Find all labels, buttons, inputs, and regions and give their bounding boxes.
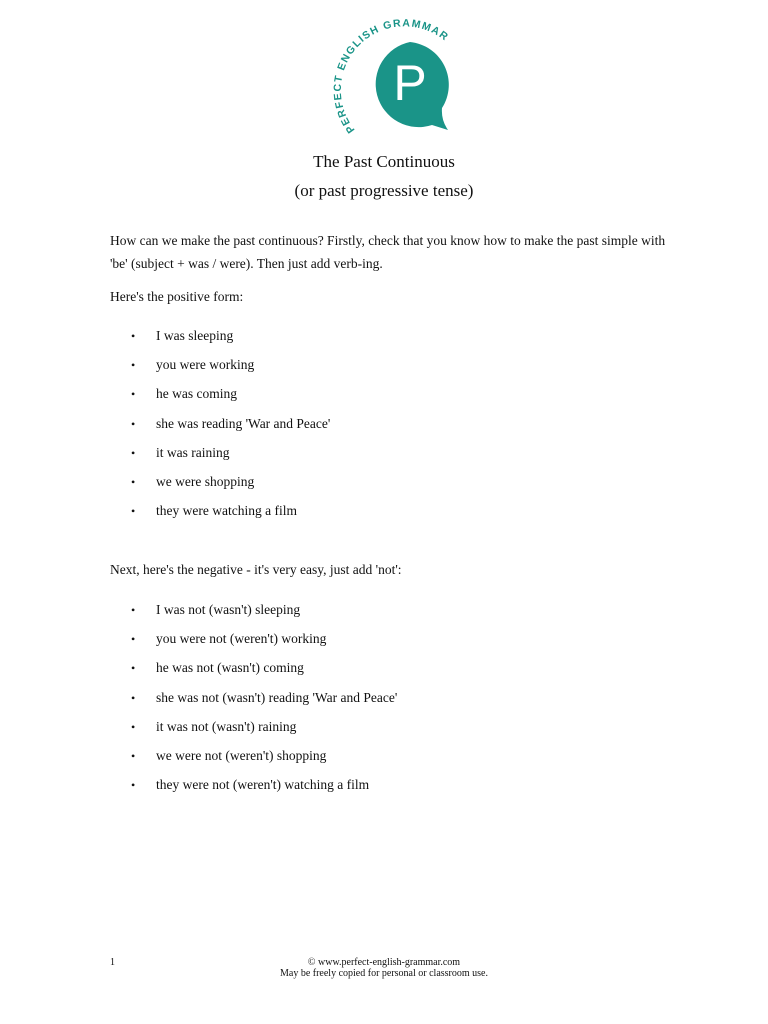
list-item-text: you were not (weren't) working xyxy=(156,631,327,647)
logo-letter: P xyxy=(393,55,427,111)
list-item-text: he was not (wasn't) coming xyxy=(156,660,304,676)
bullet-icon: • xyxy=(131,632,136,647)
bullet-icon: • xyxy=(131,474,136,489)
bullet-icon: • xyxy=(131,387,136,402)
list-item xyxy=(110,384,330,413)
bullet-icon: • xyxy=(131,329,136,343)
license-notice: May be freely copied for personal or classroom use. xyxy=(280,968,488,979)
negative-form-label: Next, here's the negative - it's very easy, just add 'not': xyxy=(110,562,402,577)
bullet-icon: • xyxy=(131,445,136,460)
list-item xyxy=(110,717,397,746)
list-item xyxy=(110,414,330,443)
bullet-icon: • xyxy=(131,416,136,431)
list-item xyxy=(110,629,397,658)
bullet-icon: • xyxy=(131,690,136,705)
copyright-notice: © www.perfect-english-grammar.com xyxy=(307,957,461,968)
list-item xyxy=(110,688,397,717)
list-item-text: we were shopping xyxy=(156,473,255,489)
list-item xyxy=(110,472,330,501)
page-title: The Past Continuous xyxy=(313,152,455,171)
page-subtitle: (or past progressive tense) xyxy=(294,181,474,200)
negative-examples-list xyxy=(110,600,397,804)
list-item-text: I was not (wasn't) sleeping xyxy=(156,602,301,617)
list-item xyxy=(110,775,397,804)
list-item xyxy=(110,443,330,472)
list-item-text: I was sleeping xyxy=(156,328,234,343)
page-number: 1 xyxy=(110,957,115,968)
intro-paragraph: How can we make the past continuous? Firstly, check that you know how to make the past simple with 'be' (subject + was / were). Then just add verb-ing. xyxy=(110,233,666,271)
list-item-text: he was coming xyxy=(156,386,237,402)
logo-graphic xyxy=(320,18,470,138)
list-item-text: you were working xyxy=(156,357,255,373)
bullet-icon: • xyxy=(131,719,136,734)
bullet-icon: • xyxy=(131,504,136,519)
list-item xyxy=(110,600,397,629)
list-item-text: it was raining xyxy=(156,444,230,460)
logo-brand-text: PERFECT ENGLISH GRAMMAR xyxy=(331,18,452,136)
footer xyxy=(0,957,768,979)
list-item-text: she was not (wasn't) reading 'War and Peace' xyxy=(156,689,398,705)
bullet-icon: • xyxy=(131,748,136,763)
list-item xyxy=(110,355,330,384)
list-item-text: they were watching a film xyxy=(156,503,297,519)
bullet-icon: • xyxy=(131,661,136,676)
list-item-text: she was reading 'War and Peace' xyxy=(156,415,331,431)
perfect-english-grammar-logo xyxy=(320,18,470,138)
list-item-text: they were not (weren't) watching a film xyxy=(156,777,370,793)
positive-form-label: Here's the positive form: xyxy=(110,289,244,304)
list-item xyxy=(110,326,330,355)
list-item xyxy=(110,746,397,775)
list-item-text: it was not (wasn't) raining xyxy=(156,718,297,734)
bullet-icon: • xyxy=(131,358,136,373)
positive-examples-list xyxy=(110,326,330,530)
bullet-icon: • xyxy=(131,603,136,617)
list-item-text: we were not (weren't) shopping xyxy=(156,747,327,763)
bullet-icon: • xyxy=(131,778,136,793)
list-item xyxy=(110,501,330,530)
list-item xyxy=(110,658,397,687)
